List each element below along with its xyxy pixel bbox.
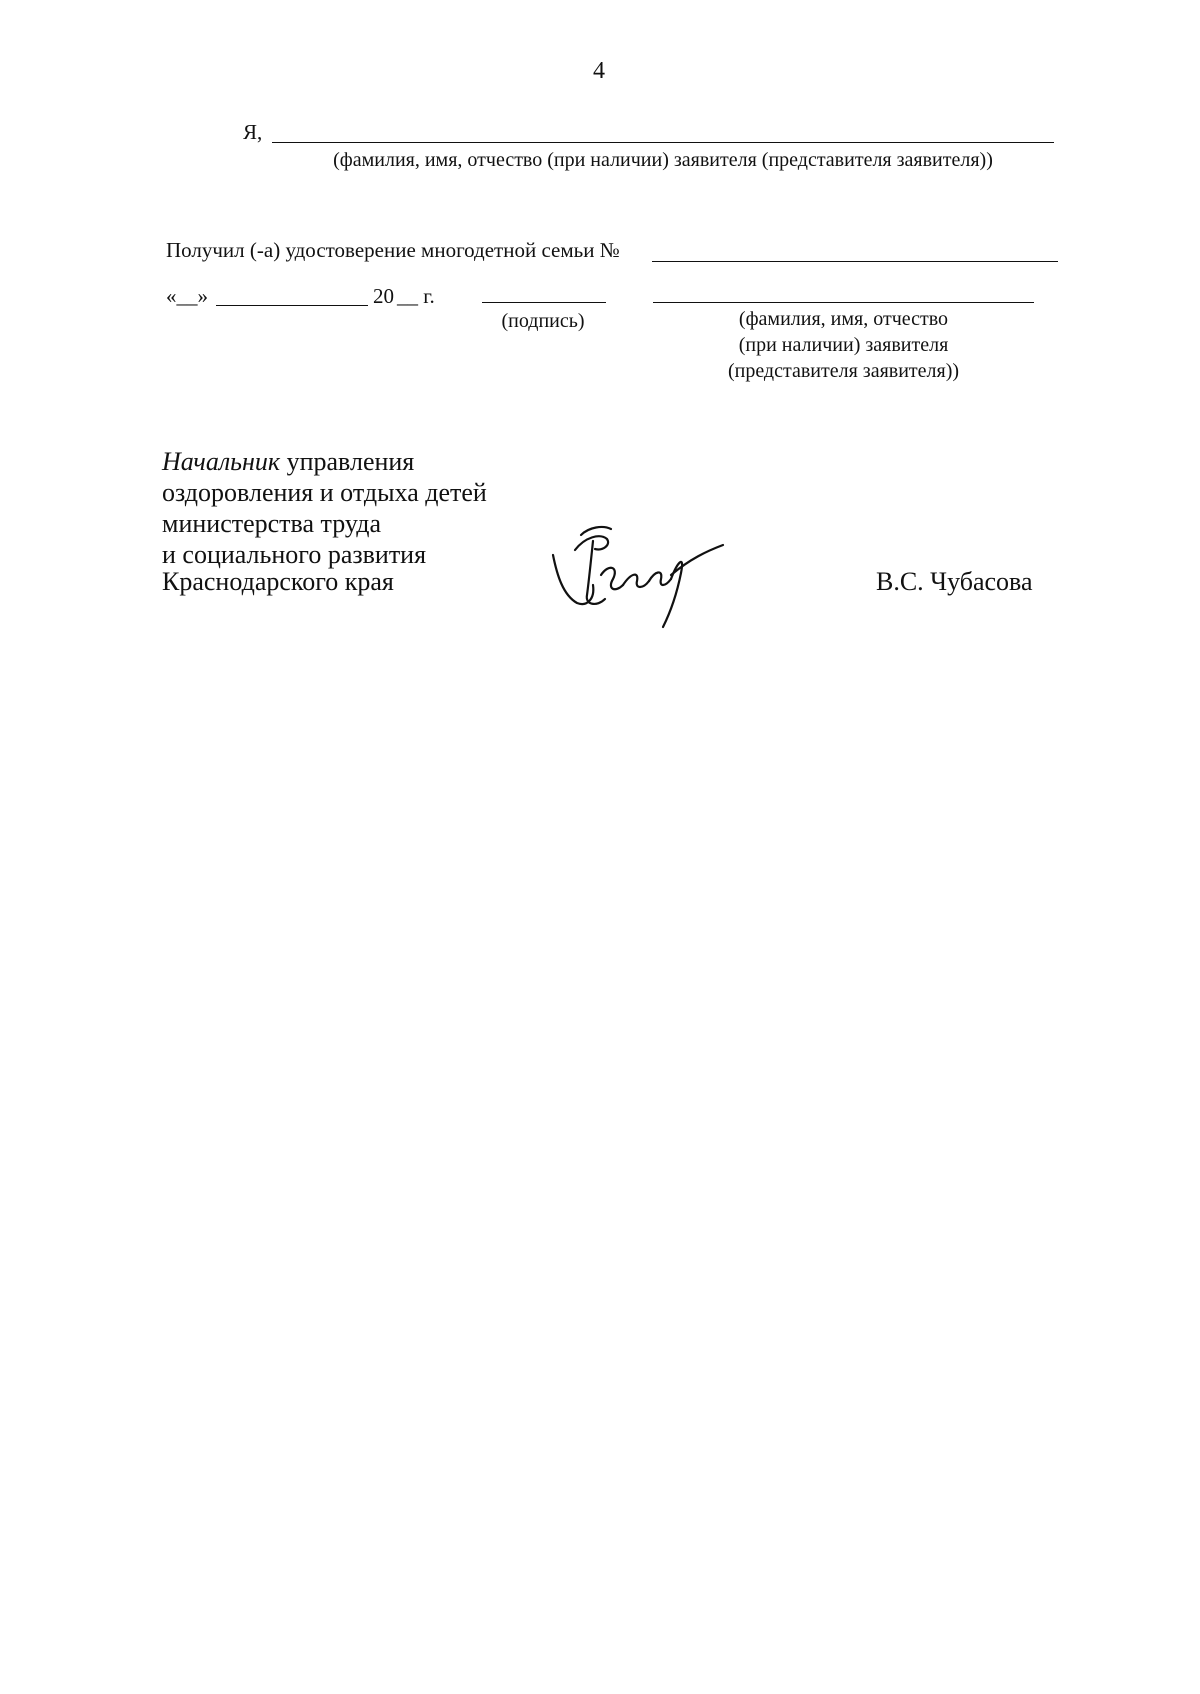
date-day: «__» — [166, 284, 208, 308]
certificate-number-field[interactable] — [652, 261, 1058, 262]
signatory-title-line-2: оздоровления и отдыха детей — [162, 478, 487, 507]
signatory-title-line-1 — [162, 446, 414, 477]
signatory-title-line-3: министерства труда — [162, 509, 381, 538]
applicant-caption: (фамилия, имя, отчество (при наличии) заявителя (представителя заявителя)) — [333, 149, 993, 171]
receiver-name-caption-3: (представителя заявителя)) — [727, 360, 960, 382]
receipt-text: Получил (-а) удостоверение многодетной семьи № — [166, 238, 620, 262]
date-year-suffix: __ г. — [397, 284, 435, 308]
signature-caption: (подпись) — [501, 310, 585, 332]
applicant-prefix: Я, — [243, 120, 263, 144]
signatory-title-italic: Начальник — [162, 447, 281, 476]
applicant-name-field[interactable] — [272, 142, 1054, 143]
date-month-field[interactable] — [216, 305, 368, 306]
signatory-title-line-5: Краснодарского края — [162, 567, 394, 596]
page-number: 4 — [593, 58, 605, 84]
receiver-name-caption-1: (фамилия, имя, отчество — [738, 308, 949, 330]
signatory-name: В.С. Чубасова — [876, 567, 1033, 596]
receiver-name-caption-2: (при наличии) заявителя — [738, 334, 949, 356]
signatory-title-line-4: и социального развития — [162, 540, 427, 569]
receiver-name-field[interactable] — [653, 302, 1034, 303]
signatory-title-rest: управления — [280, 447, 415, 476]
date-year-prefix: 20 — [373, 284, 394, 308]
signature-field[interactable] — [482, 302, 606, 303]
handwritten-signature — [545, 515, 735, 635]
